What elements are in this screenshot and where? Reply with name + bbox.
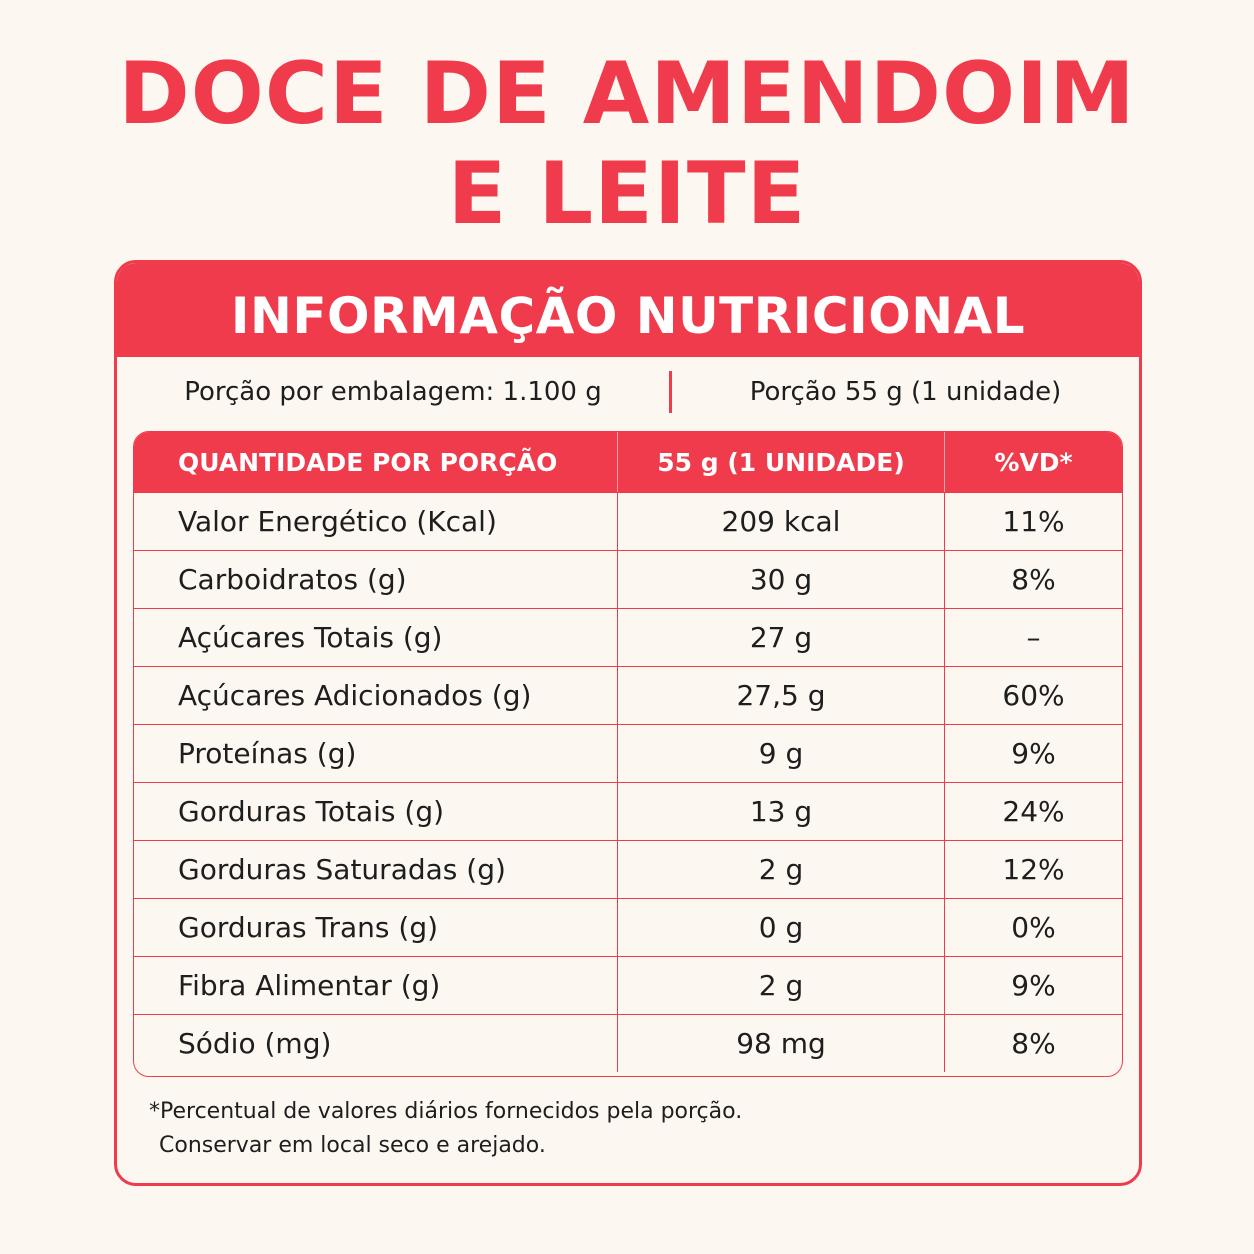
table-row bbox=[134, 550, 1122, 608]
nutrient-daily-value: 24% bbox=[1002, 795, 1065, 828]
nutrient-daily-value: 9% bbox=[1011, 969, 1056, 1002]
header-nutrient: QUANTIDADE POR PORÇÃO bbox=[134, 432, 618, 492]
nutrient-daily-value: 8% bbox=[1011, 1027, 1056, 1060]
nutrient-daily-value: 11% bbox=[1002, 505, 1065, 538]
portion-info bbox=[117, 357, 1139, 427]
nutrient-name: Gorduras Saturadas (g) bbox=[134, 841, 618, 898]
nutrition-panel-header: INFORMAÇÃO NUTRICIONAL bbox=[117, 263, 1139, 357]
nutrient-name: Proteínas (g) bbox=[134, 725, 618, 782]
nutrient-amount: 27 g bbox=[618, 609, 945, 666]
table-row bbox=[134, 608, 1122, 666]
nutrient-amount: 13 g bbox=[618, 783, 945, 840]
header-daily-value: %VD* bbox=[994, 447, 1073, 477]
nutrient-name: Açúcares Totais (g) bbox=[134, 609, 618, 666]
nutrient-amount: 98 mg bbox=[618, 1015, 945, 1072]
nutrient-daily-value: 0% bbox=[1011, 911, 1056, 944]
nutrient-amount: 9 g bbox=[618, 725, 945, 782]
table-row bbox=[134, 956, 1122, 1014]
product-title-line-2: E LEITE bbox=[447, 144, 807, 244]
nutrient-amount: 2 g bbox=[618, 957, 945, 1014]
nutrient-daily-value: 8% bbox=[1011, 563, 1056, 596]
product-title bbox=[0, 44, 1254, 244]
table-row bbox=[134, 840, 1122, 898]
nutrient-daily-value: 12% bbox=[1002, 853, 1065, 886]
table-row bbox=[134, 666, 1122, 724]
nutrient-amount: 209 kcal bbox=[618, 493, 945, 550]
nutrient-name: Gorduras Trans (g) bbox=[134, 899, 618, 956]
nutrient-amount: 27,5 g bbox=[618, 667, 945, 724]
header-amount: 55 g (1 UNIDADE) bbox=[618, 432, 945, 492]
table-header-row bbox=[134, 432, 1122, 492]
portion-size: Porção 55 g (1 unidade) bbox=[749, 377, 1062, 407]
nutrition-panel bbox=[114, 260, 1142, 1186]
nutrient-daily-value: – bbox=[1026, 621, 1041, 654]
nutrient-daily-value: 9% bbox=[1011, 737, 1056, 770]
table-row bbox=[134, 782, 1122, 840]
footnote bbox=[149, 1095, 742, 1163]
nutrient-name: Valor Energético (Kcal) bbox=[134, 493, 618, 550]
nutrient-name: Carboidratos (g) bbox=[134, 551, 618, 608]
nutrient-amount: 2 g bbox=[618, 841, 945, 898]
table-row bbox=[134, 492, 1122, 550]
nutrient-daily-value: 60% bbox=[1002, 679, 1065, 712]
nutrient-name: Sódio (mg) bbox=[134, 1015, 618, 1072]
nutrient-name: Açúcares Adicionados (g) bbox=[134, 667, 618, 724]
table-row bbox=[134, 898, 1122, 956]
nutrient-amount: 30 g bbox=[618, 551, 945, 608]
portion-per-package: Porção por embalagem: 1.100 g bbox=[184, 377, 602, 407]
nutrient-name: Gorduras Totais (g) bbox=[134, 783, 618, 840]
footnote-storage: Conservar em local seco e arejado. bbox=[159, 1133, 546, 1158]
nutrient-name: Fibra Alimentar (g) bbox=[134, 957, 618, 1014]
table-row bbox=[134, 724, 1122, 782]
nutrition-table bbox=[133, 431, 1123, 1077]
table-row bbox=[134, 1014, 1122, 1072]
footnote-daily-values: *Percentual de valores diários fornecidos pela porção. bbox=[149, 1099, 743, 1124]
product-title-line-1: DOCE DE AMENDOIM bbox=[118, 44, 1136, 144]
nutrient-amount: 0 g bbox=[618, 899, 945, 956]
